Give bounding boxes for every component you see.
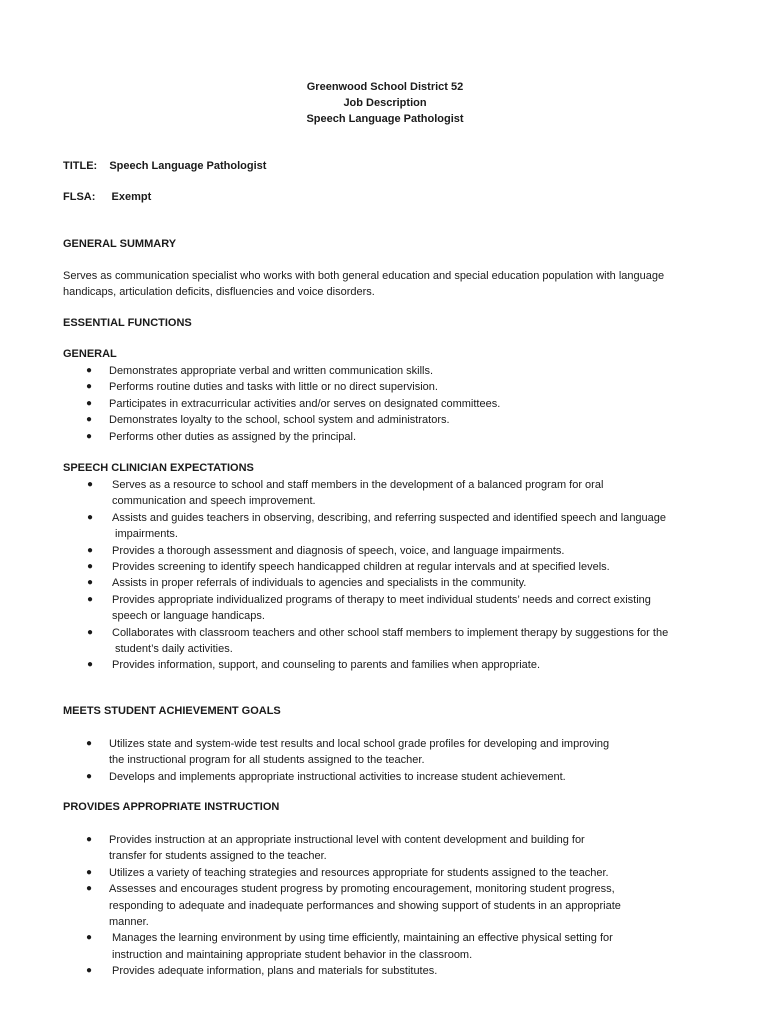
essential-functions-heading: ESSENTIAL FUNCTIONS bbox=[63, 317, 192, 329]
list-item bbox=[86, 429, 500, 445]
bullet-icon: ● bbox=[87, 577, 94, 589]
flsa-row bbox=[63, 189, 151, 205]
item-text: Develops and implements appropriate instructional activities to increase student achievement. bbox=[109, 770, 566, 783]
bullet-icon: ● bbox=[87, 479, 94, 490]
bullet-icon: ● bbox=[87, 626, 94, 638]
item-text: Provides adequate information, plans and materials for substitutes. bbox=[112, 965, 438, 978]
student-achievement-heading: MEETS STUDENT ACHIEVEMENT GOALS bbox=[63, 705, 281, 717]
list-item bbox=[86, 736, 610, 769]
document-type: Job Description bbox=[343, 97, 427, 109]
list-item bbox=[86, 865, 621, 881]
list-item bbox=[87, 575, 668, 591]
item-text: communication and speech improvement. bbox=[112, 495, 316, 508]
general-summary-text bbox=[63, 268, 713, 300]
list-item bbox=[86, 769, 609, 785]
bullet-icon: ● bbox=[86, 866, 93, 878]
list-item bbox=[86, 412, 500, 428]
general-heading: GENERAL bbox=[63, 348, 117, 360]
document-header bbox=[0, 79, 770, 127]
item-text: Participates in extracurricular activities and/or serves on designated committees. bbox=[109, 397, 501, 410]
instruction-list bbox=[86, 832, 621, 980]
list-item bbox=[87, 592, 668, 625]
item-text: Provides instruction at an appropriate instructional level with content development and building for bbox=[109, 834, 585, 846]
list-item bbox=[86, 963, 621, 979]
item-text: Assesses and encourages student progress by promoting encouragement, monitoring student progress, bbox=[109, 883, 615, 896]
bullet-icon: ● bbox=[86, 883, 93, 895]
bullet-icon: ● bbox=[86, 397, 93, 409]
summary-line: Serves as communication specialist who works with both general education and special education population with language bbox=[63, 270, 665, 282]
item-text: instruction and maintaining appropriate student behavior in the classroom. bbox=[112, 948, 473, 961]
item-text: Utilizes state and system-wide test results and local school grade profiles for developing and improving bbox=[109, 738, 610, 750]
bullet-icon: ● bbox=[86, 738, 93, 749]
bullet-icon: ● bbox=[86, 965, 93, 977]
list-item bbox=[87, 657, 668, 673]
flsa-label: FLSA: bbox=[63, 191, 96, 203]
bullet-icon: ● bbox=[86, 932, 93, 944]
list-item bbox=[87, 625, 669, 658]
item-text: Demonstrates appropriate verbal and written communication skills. bbox=[109, 365, 434, 377]
list-item bbox=[87, 559, 668, 575]
item-text: responding to adequate and inadequate performances and showing support of students in an appropriate bbox=[109, 899, 621, 912]
bullet-icon: ● bbox=[87, 511, 94, 523]
flsa-value: Exempt bbox=[111, 191, 152, 203]
speech-clinician-heading: SPEECH CLINICIAN EXPECTATIONS bbox=[63, 462, 254, 474]
item-text: transfer for students assigned to the teacher. bbox=[109, 850, 327, 863]
bullet-icon: ● bbox=[86, 365, 93, 376]
bullet-icon: ● bbox=[87, 659, 94, 671]
general-list bbox=[86, 363, 501, 445]
item-text: Assists and guides teachers in observing, describing, and referring suspected and identified speech and language bbox=[112, 511, 667, 524]
bullet-icon: ● bbox=[86, 430, 93, 442]
speech-clinician-list bbox=[87, 477, 669, 674]
item-text: Assists in proper referrals of individuals to agencies and specialists in the community. bbox=[112, 577, 527, 590]
bullet-icon: ● bbox=[87, 561, 94, 573]
bullet-icon: ● bbox=[86, 381, 93, 393]
student-achievement-list bbox=[86, 736, 610, 785]
item-text: Collaborates with classroom teachers and other school staff members to implement therapy by suggestions for the bbox=[112, 626, 669, 639]
item-text: Provides screening to identify speech handicapped children at regular intervals and at specified levels. bbox=[112, 561, 610, 574]
list-item bbox=[86, 396, 501, 412]
list-item bbox=[87, 543, 668, 559]
item-text: Provides appropriate individualized programs of therapy to meet individual students’ needs and correct existing bbox=[112, 593, 651, 606]
bullet-icon: ● bbox=[87, 593, 94, 605]
title-row bbox=[63, 158, 266, 174]
position-name: Speech Language Pathologist bbox=[306, 113, 464, 125]
item-text: Utilizes a variety of teaching strategies and resources appropriate for students assigned to the teacher. bbox=[109, 866, 609, 879]
item-text: Provides information, support, and counseling to parents and families when appropriate. bbox=[112, 659, 541, 672]
district-name: Greenwood School District 52 bbox=[306, 81, 464, 93]
summary-line: handicaps, articulation deficits, disfluencies and voice disorders. bbox=[63, 286, 375, 298]
list-item bbox=[86, 363, 500, 379]
title-label: TITLE: bbox=[63, 160, 98, 172]
item-text: Demonstrates loyalty to the school, school system and administrators. bbox=[109, 414, 450, 427]
item-text: student’s daily activities. bbox=[115, 643, 233, 656]
item-text: Provides a thorough assessment and diagnosis of speech, voice, and language impairments. bbox=[112, 544, 565, 557]
list-item bbox=[87, 510, 668, 543]
bullet-icon: ● bbox=[86, 770, 93, 782]
item-text: Performs routine duties and tasks with little or no direct supervision. bbox=[109, 381, 438, 394]
bullet-icon: ● bbox=[86, 834, 93, 845]
item-text: Manages the learning environment by using time efficiently, maintaining an effective physical setting for bbox=[112, 932, 613, 945]
item-text: Serves as a resource to school and staff members in the development of a balanced program for oral bbox=[112, 479, 604, 491]
instruction-heading: PROVIDES APPROPRIATE INSTRUCTION bbox=[63, 801, 280, 813]
list-item bbox=[86, 930, 621, 963]
list-item bbox=[86, 881, 621, 930]
list-item bbox=[86, 379, 500, 395]
list-item bbox=[86, 832, 621, 865]
item-text: the instructional program for all students assigned to the teacher. bbox=[109, 754, 425, 767]
bullet-icon: ● bbox=[86, 414, 93, 426]
title-value: Speech Language Pathologist bbox=[109, 160, 267, 172]
general-summary-heading: GENERAL SUMMARY bbox=[63, 238, 177, 250]
item-text: manner. bbox=[109, 916, 149, 929]
bullet-icon: ● bbox=[87, 544, 94, 556]
item-text: impairments. bbox=[115, 528, 178, 541]
item-text: speech or language handicaps. bbox=[112, 610, 265, 623]
item-text: Performs other duties as assigned by the principal. bbox=[109, 430, 357, 443]
list-item bbox=[87, 477, 668, 510]
